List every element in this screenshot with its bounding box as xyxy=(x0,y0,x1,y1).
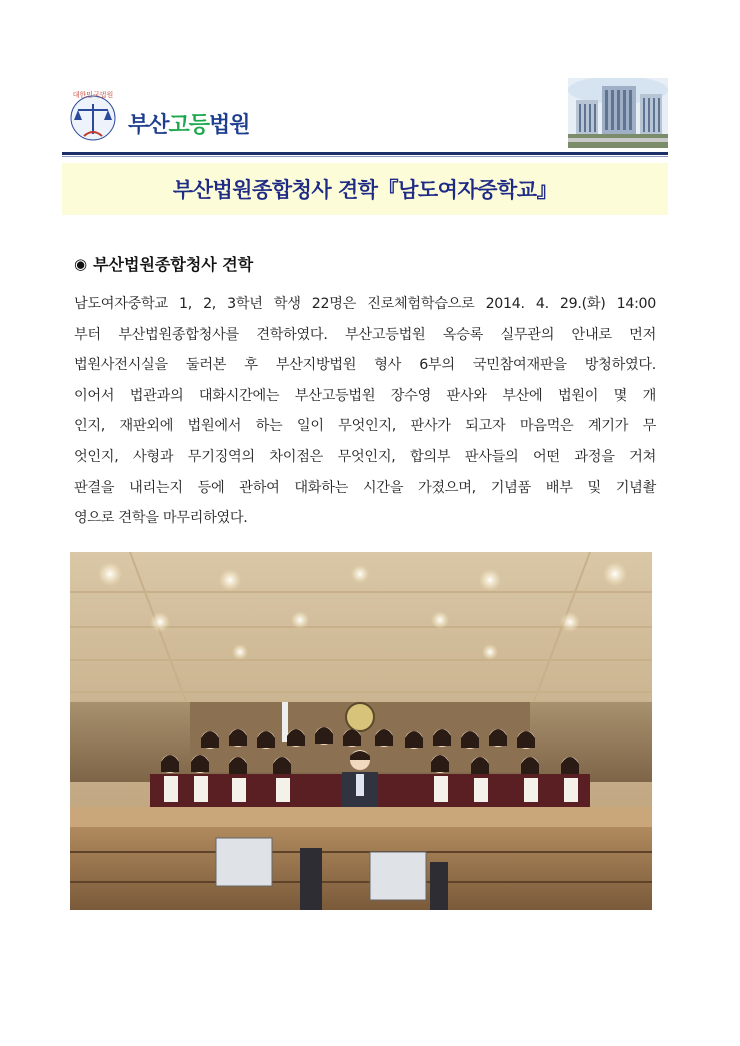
header-divider-thin xyxy=(62,156,668,157)
logo-part-busan: 부산 xyxy=(128,112,169,137)
court-emblem-icon xyxy=(62,84,124,146)
section-heading xyxy=(74,252,253,275)
body-line: 남도여자중학교 1, 2, 3학년 학생 22명은 진로체험학습으로 2014. 4. 29.(화) 14:00 xyxy=(74,296,656,312)
body-line: 이어서 법관과의 대화시간에는 부산고등법원 장수영 판사와 부산에 법원이 몇 개 xyxy=(74,387,656,404)
body-line: 법원사전시실을 둘러본 후 부산지방법원 형사 6부의 국민참여재판을 방청하였다. xyxy=(74,357,656,374)
court-logo-wordmark xyxy=(128,108,250,139)
section-heading-text: 부산법원종합청사 견학 xyxy=(93,255,254,274)
logo-part-beobwon: 법원 xyxy=(209,112,250,137)
emblem-caption: 대한민국법원 xyxy=(72,91,114,99)
body-line: 부터 부산법원종합청사를 견학하였다. 부산고등법원 옥승록 실무관의 안내로 먼저 xyxy=(74,326,656,343)
page-header xyxy=(62,78,668,156)
heading-bullet: ◉ xyxy=(74,254,88,273)
body-line: 엇인지, 사형과 무기징역의 차이점은 무엇인지, 합의부 판사들의 어떤 과정을 거쳐 xyxy=(74,448,656,465)
body-line: 인지, 재판외에 법원에서 하는 일이 무엇인지, 판사가 되고자 마음먹은 계기가 무 xyxy=(74,418,656,435)
body-line: 영으로 견학을 마무리하였다. xyxy=(74,510,248,527)
title-banner xyxy=(62,163,668,215)
article-body xyxy=(74,289,656,534)
header-divider xyxy=(62,152,668,155)
body-line: 판결을 내리는지 등에 관하여 대화하는 시간을 가졌으며, 기념품 배부 및 기념촬 xyxy=(74,479,656,496)
page-title: 부산법원종합청사 견학『남도여자중학교』 xyxy=(172,178,558,202)
logo-part-godeung: 고등 xyxy=(168,112,210,137)
courtroom-group-photo xyxy=(70,552,652,910)
courthouse-building-image xyxy=(568,78,668,148)
